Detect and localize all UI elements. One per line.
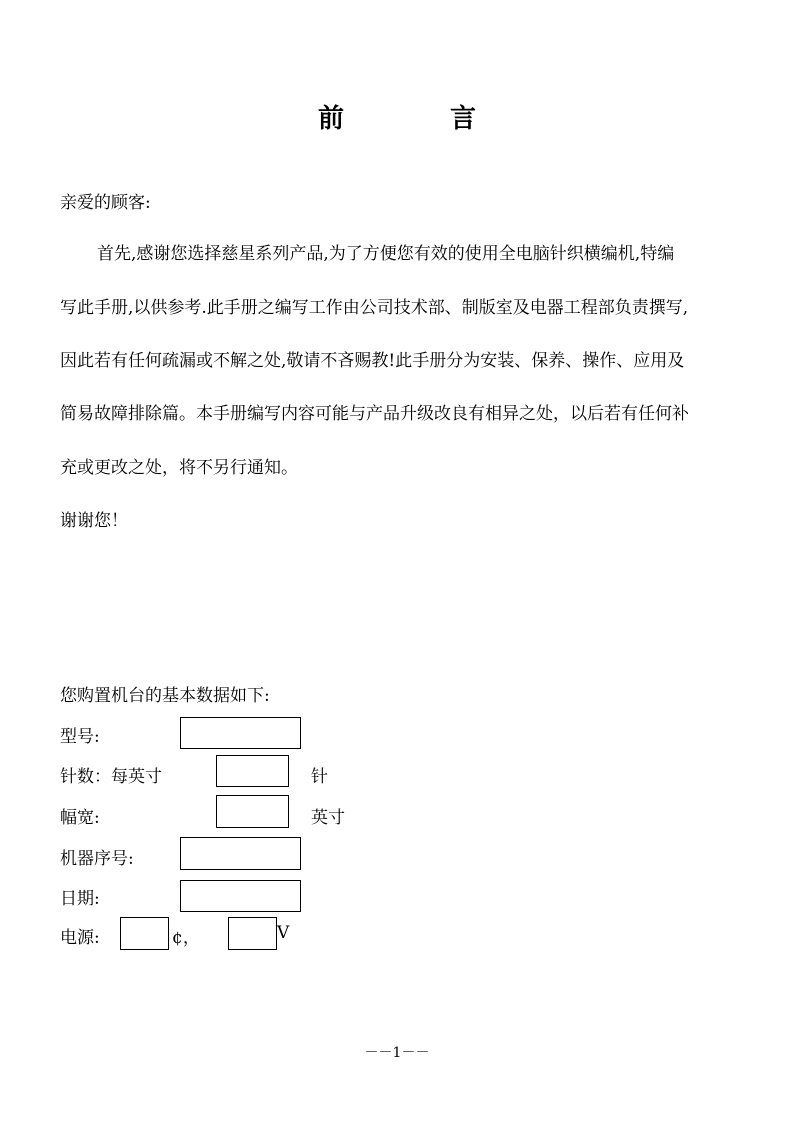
serial-field[interactable] xyxy=(180,837,301,870)
gauge-label: 针数：每英寸 xyxy=(60,767,162,787)
page-number: －－1－－ xyxy=(364,1045,430,1061)
paragraph-line-2: 写此手册,以供参考.此手册之编写工作由公司技术部、制版室及电器工程部负责撰写, xyxy=(60,298,689,318)
power-voltage-field[interactable] xyxy=(228,917,277,950)
thanks-text: 谢谢您！ xyxy=(60,511,128,531)
paragraph-line-5: 充或更改之处，将不另行通知。 xyxy=(60,458,298,478)
data-intro: 您购置机台的基本数据如下: xyxy=(60,686,270,706)
date-field[interactable] xyxy=(180,880,301,912)
power-phase-field[interactable] xyxy=(120,917,169,950)
page-title: 前 言 xyxy=(317,104,516,134)
power-voltage-unit: V xyxy=(277,923,290,943)
paragraph-line-3: 因此若有任何疏漏或不解之处,敬请不吝赐教!此手册分为安装、保养、操作、应用及 xyxy=(60,351,685,371)
date-label: 日期: xyxy=(60,889,100,909)
width-unit: 英寸 xyxy=(311,808,345,828)
width-label: 幅宽: xyxy=(60,808,100,828)
gauge-field[interactable] xyxy=(216,755,289,787)
model-field[interactable] xyxy=(180,717,301,749)
serial-label: 机器序号: xyxy=(60,849,134,869)
model-label: 型号: xyxy=(60,727,100,747)
paragraph-line-4: 简易故障排除篇。本手册编写内容可能与产品升级改良有相异之处，以后若有任何补 xyxy=(60,404,689,424)
gauge-unit: 针 xyxy=(311,767,328,787)
power-phase-unit: ¢， xyxy=(172,928,200,948)
width-field[interactable] xyxy=(216,795,289,828)
power-label: 电源: xyxy=(60,928,100,948)
paragraph-line-1: 首先,感谢您选择慈星系列产品,为了方便您有效的使用全电脑针织横编机,特编 xyxy=(97,244,675,264)
greeting: 亲爱的顾客: xyxy=(60,193,151,213)
